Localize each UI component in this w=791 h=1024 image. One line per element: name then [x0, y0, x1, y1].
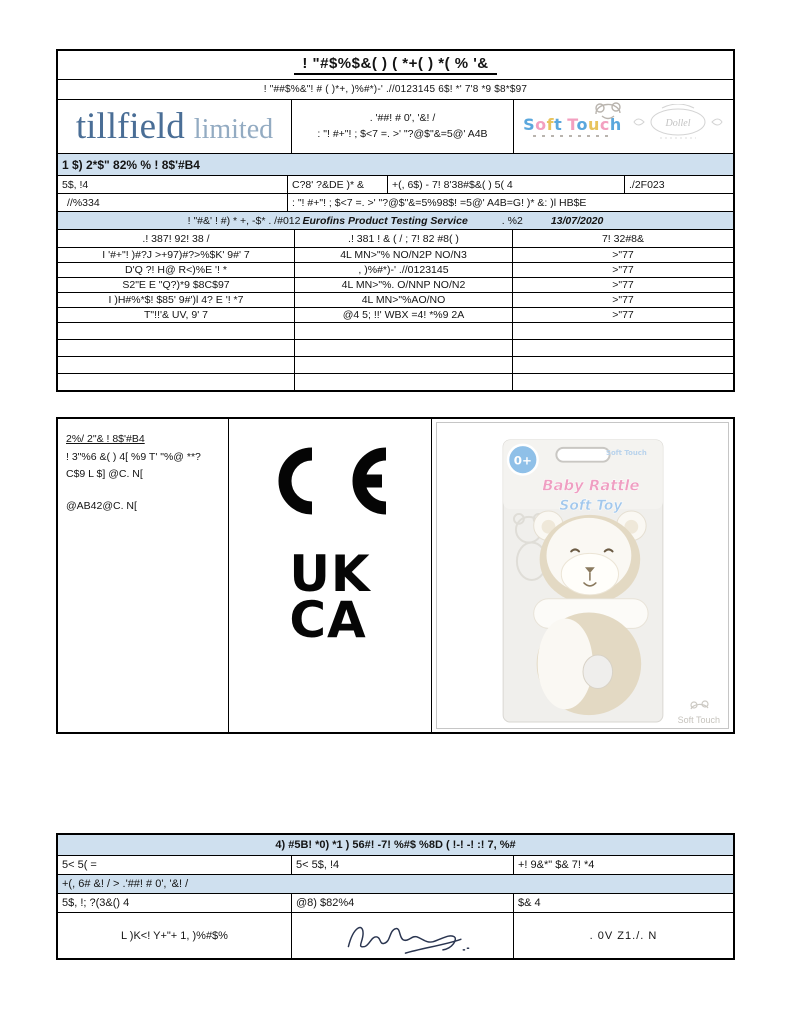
teddy-bear-outline-icon [588, 102, 626, 125]
company-suffix: limited [193, 114, 274, 145]
title-row [58, 51, 733, 79]
cell-requirement: I '#+"! )#?J >+97)#?>%$K' 9#' 7 [102, 249, 250, 261]
marks-heading: 2%/ 2"& ! 8$'#B4 [66, 433, 145, 445]
test-table-header-row [58, 229, 733, 247]
handwritten-signature [314, 914, 492, 958]
table-row [58, 247, 733, 262]
signature-cell [291, 913, 513, 958]
ukca-top: UK [289, 545, 371, 603]
document-subtitle: ! "##$%&"! # ( )*+, )%#*)-' .//0123145 6$! *' 7'8 *9 $8*$97 [263, 84, 528, 95]
cell-requirement: S2"E E "Q?)*9 $8C$97 [122, 279, 230, 291]
cell-result: >"77 [512, 293, 733, 307]
lab-name: Eurofins Product Testing Service [302, 214, 468, 227]
signature-row [58, 912, 733, 958]
table-row [58, 307, 733, 322]
cell-standard: , )%#*)-' .//0123145 [294, 263, 512, 277]
address-label: //%334 [67, 196, 100, 209]
name-value-2: +(, 6$) - 7! 8'38#$&( ) 5( 4 [387, 176, 624, 193]
company-name: tillfield [75, 106, 185, 147]
signoff-r2c1: 5$, !; ?(3&() 4 [62, 897, 130, 909]
document-title: ! "#$%$&( ) ( *+( ) *( % '& [294, 55, 496, 75]
empty-table-row [58, 322, 733, 339]
soft-touch-tagline-marks [533, 135, 611, 137]
card-brand-text: Soft Touch [605, 448, 647, 457]
signatory-name: L )K<! Y+"+ 1, )%#$% [121, 929, 228, 942]
card-title-line2: Soft Toy [558, 498, 622, 514]
product-address-row [58, 193, 733, 211]
signoff-r2c3: $& 4 [513, 894, 733, 912]
cell-standard: 4L MN>"%. O/NNP NO/N2 [294, 278, 512, 292]
marks-line-1: ! 3"%6 &( ) 4[ %9 T' "%@ **? [66, 451, 201, 464]
cell-result: >"77 [512, 278, 733, 292]
empty-table-row [58, 373, 733, 390]
ukca-mark [289, 545, 371, 649]
table-row [58, 292, 733, 307]
product-photo-column [432, 419, 733, 732]
marks-column [229, 419, 432, 732]
age-badge: 0+ [513, 453, 532, 468]
soft-touch-watermark: Soft Touch [678, 700, 720, 725]
cell-standard: 4L MN>"%AO/NO [294, 293, 512, 307]
subtitle-row [58, 79, 733, 99]
ce-mark-icon [266, 445, 394, 522]
section-header-row [58, 153, 733, 175]
brand-logos-cell [513, 100, 733, 153]
signoff-band-row [58, 874, 733, 893]
marks-notes [58, 419, 229, 732]
signoff-r1c2: 5< 5$, !4 [291, 856, 513, 874]
cell-standard: @4 5; !!' WBX =4! *%9 2A [294, 308, 512, 322]
signoff-r1c3: +! 9&*" $& 7! *4 [513, 856, 733, 874]
cell-result: >"77 [512, 308, 733, 322]
company-logo-cell [58, 100, 291, 153]
signoff-r2c2: @8) $82%4 [291, 894, 513, 912]
table-row [58, 277, 733, 292]
marks-line-2: C$9 L $] @C. N[ [66, 467, 143, 480]
signoff-table [56, 833, 735, 960]
cell-standard: 4L MN>"% NO/N2P NO/N3 [294, 248, 512, 262]
signoff-row-1 [58, 855, 733, 874]
signoff-r1c1: 5< 5( = [62, 859, 97, 871]
crest-logo-text: Dollel [665, 118, 691, 129]
cell-result: >"77 [512, 248, 733, 262]
signoff-header: 4) #5B! *0) *1 ) 56#! -7! %#$ %8D ( !-! -! :! 7, %# [275, 839, 516, 851]
card-title-line1: Baby Rattle [541, 477, 639, 495]
signoff-band-text: +(, 6# &! / > .'##! # 0', '&! / [62, 878, 189, 890]
tillfield-logo [76, 108, 273, 145]
address-line-1: . '##! # 0', '&! / [369, 111, 436, 124]
marks-section [56, 417, 735, 734]
empty-table-row [58, 339, 733, 356]
name-value-1: C?8' ?&DE )* & [287, 176, 387, 193]
product-photo [436, 422, 729, 729]
lab-mid: . %2 [501, 214, 523, 227]
cell-requirement: T"!!'& UV, 9' 7 [144, 309, 208, 321]
cell-requirement: D'Q ?! H@ R<)%E '! * [125, 264, 227, 276]
section-header: 1 $) 2*$" 82% % ! 8$'#B4 [62, 157, 200, 172]
lab-prefix: ! "#&' ! #) * +, -$* . /#012 [187, 214, 301, 227]
address-line-2: : "! #+"! ; $<7 =. >' "?@$"&=5@' A4B [317, 127, 488, 140]
ukca-bottom: CA [289, 591, 367, 649]
signoff-row-2 [58, 893, 733, 912]
column-header-requirement: .! 387! 92! 38 / [142, 232, 210, 245]
table-row [58, 262, 733, 277]
signoff-ref: . 0V Z1./. N [513, 913, 733, 958]
lab-date: 13/07/2020 [550, 214, 604, 227]
name-label: 5$, !4 [62, 178, 89, 191]
crest-logo [632, 104, 724, 149]
teddy-bear-rattle [533, 511, 647, 715]
column-header-result: 7! 32#8& [512, 230, 733, 247]
address-value: : "! #+"! ; $<7 =. >' "?@$"&=5%98$! =5@' A4B=G! )* &: )l HB$E [287, 194, 733, 211]
product-card-image [501, 439, 665, 728]
lab-row [58, 211, 733, 229]
signoff-header-row [58, 835, 733, 855]
soft-touch-logo [523, 114, 622, 137]
logo-row [58, 99, 733, 153]
product-name-row [58, 175, 733, 193]
company-address-cell [291, 100, 513, 153]
marks-line-3: @AB42@C. N[ [66, 499, 137, 512]
column-header-standard: .! 381 ! & ( / ; 7! 82 #8( ) [294, 230, 512, 247]
cell-requirement: I )H#%*$! $85' 9#')l 4? E '! *7 [108, 294, 244, 306]
cell-result: >"77 [512, 263, 733, 277]
header-table [56, 49, 735, 392]
soft-touch-wordmark: Soft Touch [523, 114, 622, 134]
empty-table-row [58, 356, 733, 373]
name-value-3: ./2F023 [624, 176, 733, 193]
